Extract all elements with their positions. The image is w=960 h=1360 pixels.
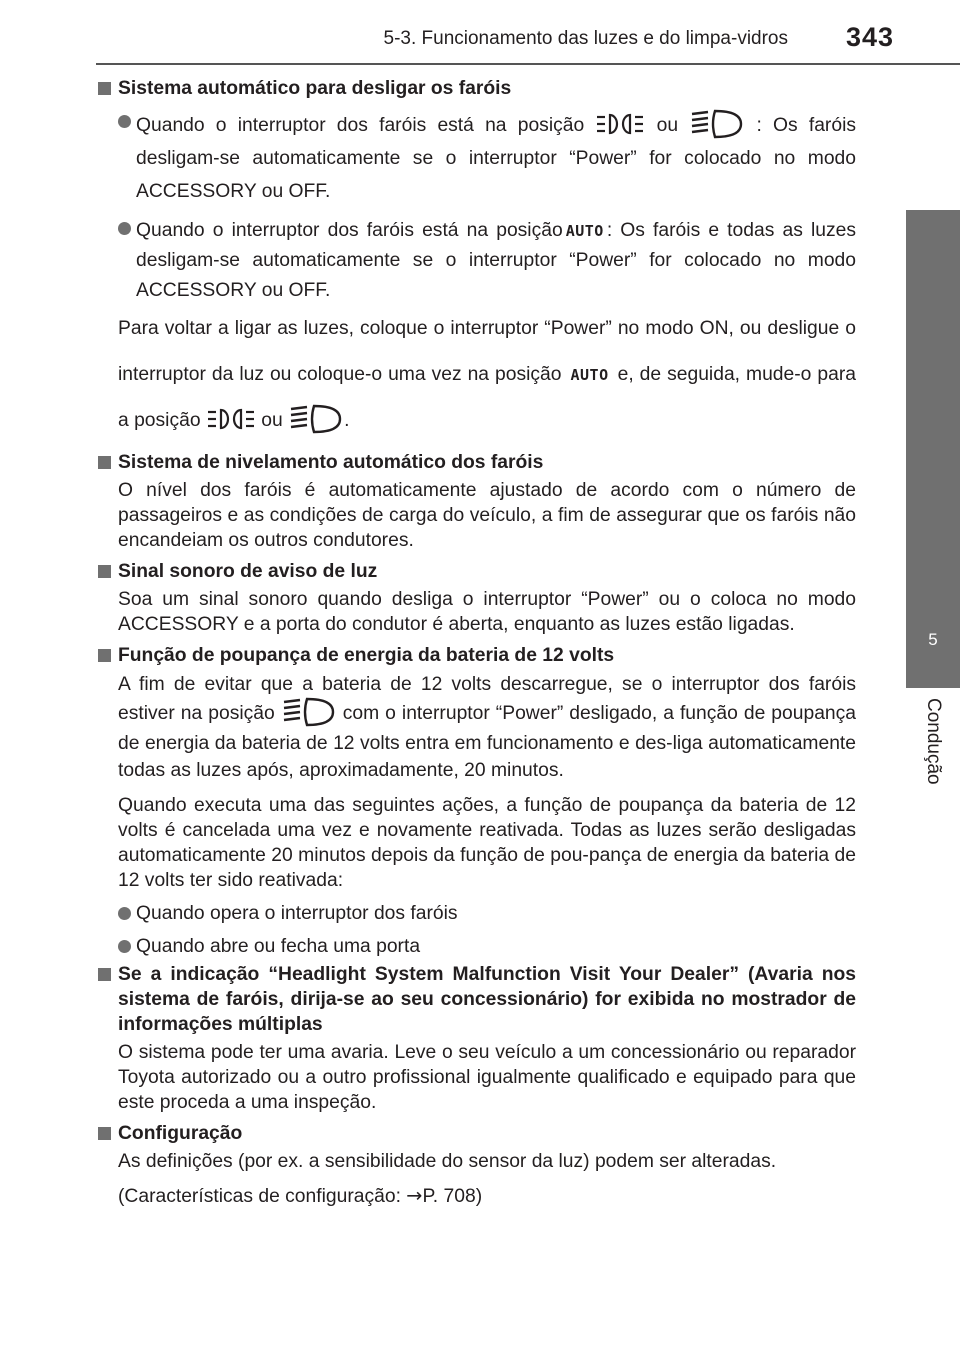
paragraph: Quando executa uma das seguintes ações, a função de poupança da bateria de 12 volts é cancelada uma vez e novamente reativada. Todas as luzes serão desligadas automaticamente 20 minutos depois da função de pou-pança de energia da bateria de 12 volts ter sido reativada: (118, 795, 856, 891)
section-heading: Função de poupança de energia da bateria de 12 volts (96, 643, 856, 668)
chapter-tab (906, 210, 960, 688)
page-content (96, 76, 856, 1209)
section-title: 5-3. Funcionamento das luzes e do limpa-vidros (383, 28, 788, 49)
paragraph: A fim de evitar que a bateria de 12 volts descarregue, se o interruptor dos faróis estiver na posição com o interruptor “Power” desligado, a função de poupança de energia da bateria de 12 volts entra em funcionamento e des-liga automaticamente todas as luzes após, aproximadamente, 20 minutos. (118, 674, 857, 781)
section-heading: Sinal sonoro de aviso de luz (96, 559, 856, 584)
auto-icon: AUTO (570, 366, 609, 384)
section-heading: Configuração (96, 1121, 856, 1146)
section-heading: Sistema de nivelamento automático dos faróis (96, 450, 856, 475)
paragraph: As definições (por ex. a sensibilidade do sensor da luz) podem ser alteradas. (118, 1151, 777, 1172)
tail-light-icon (595, 111, 645, 137)
headlight-icon (288, 403, 344, 435)
paragraph: (Características de configuração: →P. 708) (118, 1184, 483, 1207)
bullet-item: Quando abre ou fecha uma porta (96, 934, 856, 959)
header-rule (96, 63, 960, 65)
section-heading: Se a indicação “Headlight System Malfunction Visit Your Dealer” (Avaria nos sistema de faróis, dirija-se ao seu concessionário) for exibida no mostrador de informações múltiplas (96, 962, 856, 1037)
bullet-item: Quando opera o interruptor dos faróis (96, 901, 856, 926)
headlight-icon (281, 696, 337, 728)
paragraph: Para voltar a ligar as luzes, coloque o interruptor “Power” no modo ON, ou desligue o interruptor da luz ou coloque-o uma vez na posição AUTO e, de seguida, mude-o para a posição ou . (118, 306, 856, 444)
arrow-icon: → (406, 1184, 423, 1207)
section-heading: Sistema automático para desligar os faróis (96, 76, 856, 101)
headlight-icon (689, 108, 745, 140)
bullet-item: Quando o interruptor dos faróis está na posição AUTO : Os faróis e todas as luzes desligam-se automaticamente se o interruptor “Power” for colocado no modo ACCESSORY ou OFF. (96, 216, 856, 306)
chapter-label: Condução (923, 698, 944, 785)
chapter-number: 5 (928, 630, 938, 649)
paragraph: O nível dos faróis é automaticamente ajustado de acordo com o número de passageiros e as condições de carga do veículo, a fim de assegurar que os faróis não encandeiam os outros condutores. (118, 480, 856, 551)
page-number: 343 (846, 22, 895, 52)
paragraph: O sistema pode ter uma avaria. Leve o seu veículo a um concessionário ou reparador Toyota autorizado ou a outro profissional igualmente qualificado e equipado para que este proceda a uma inspeção. (118, 1042, 856, 1113)
bullet-item: Quando o interruptor dos faróis está na posição ou : Os faróis desligam-se automaticamente se o interruptor “Power” for colocado no modo ACCESSORY ou OFF. (96, 109, 856, 208)
page-header (0, 0, 960, 70)
paragraph: Soa um sinal sonoro quando desliga o interruptor “Power” ou o coloca no modo ACCESSORY e a porta do condutor é aberta, enquanto as luzes estão ligadas. (118, 589, 856, 635)
auto-icon: AUTO (565, 222, 604, 240)
tail-light-icon (206, 406, 256, 432)
